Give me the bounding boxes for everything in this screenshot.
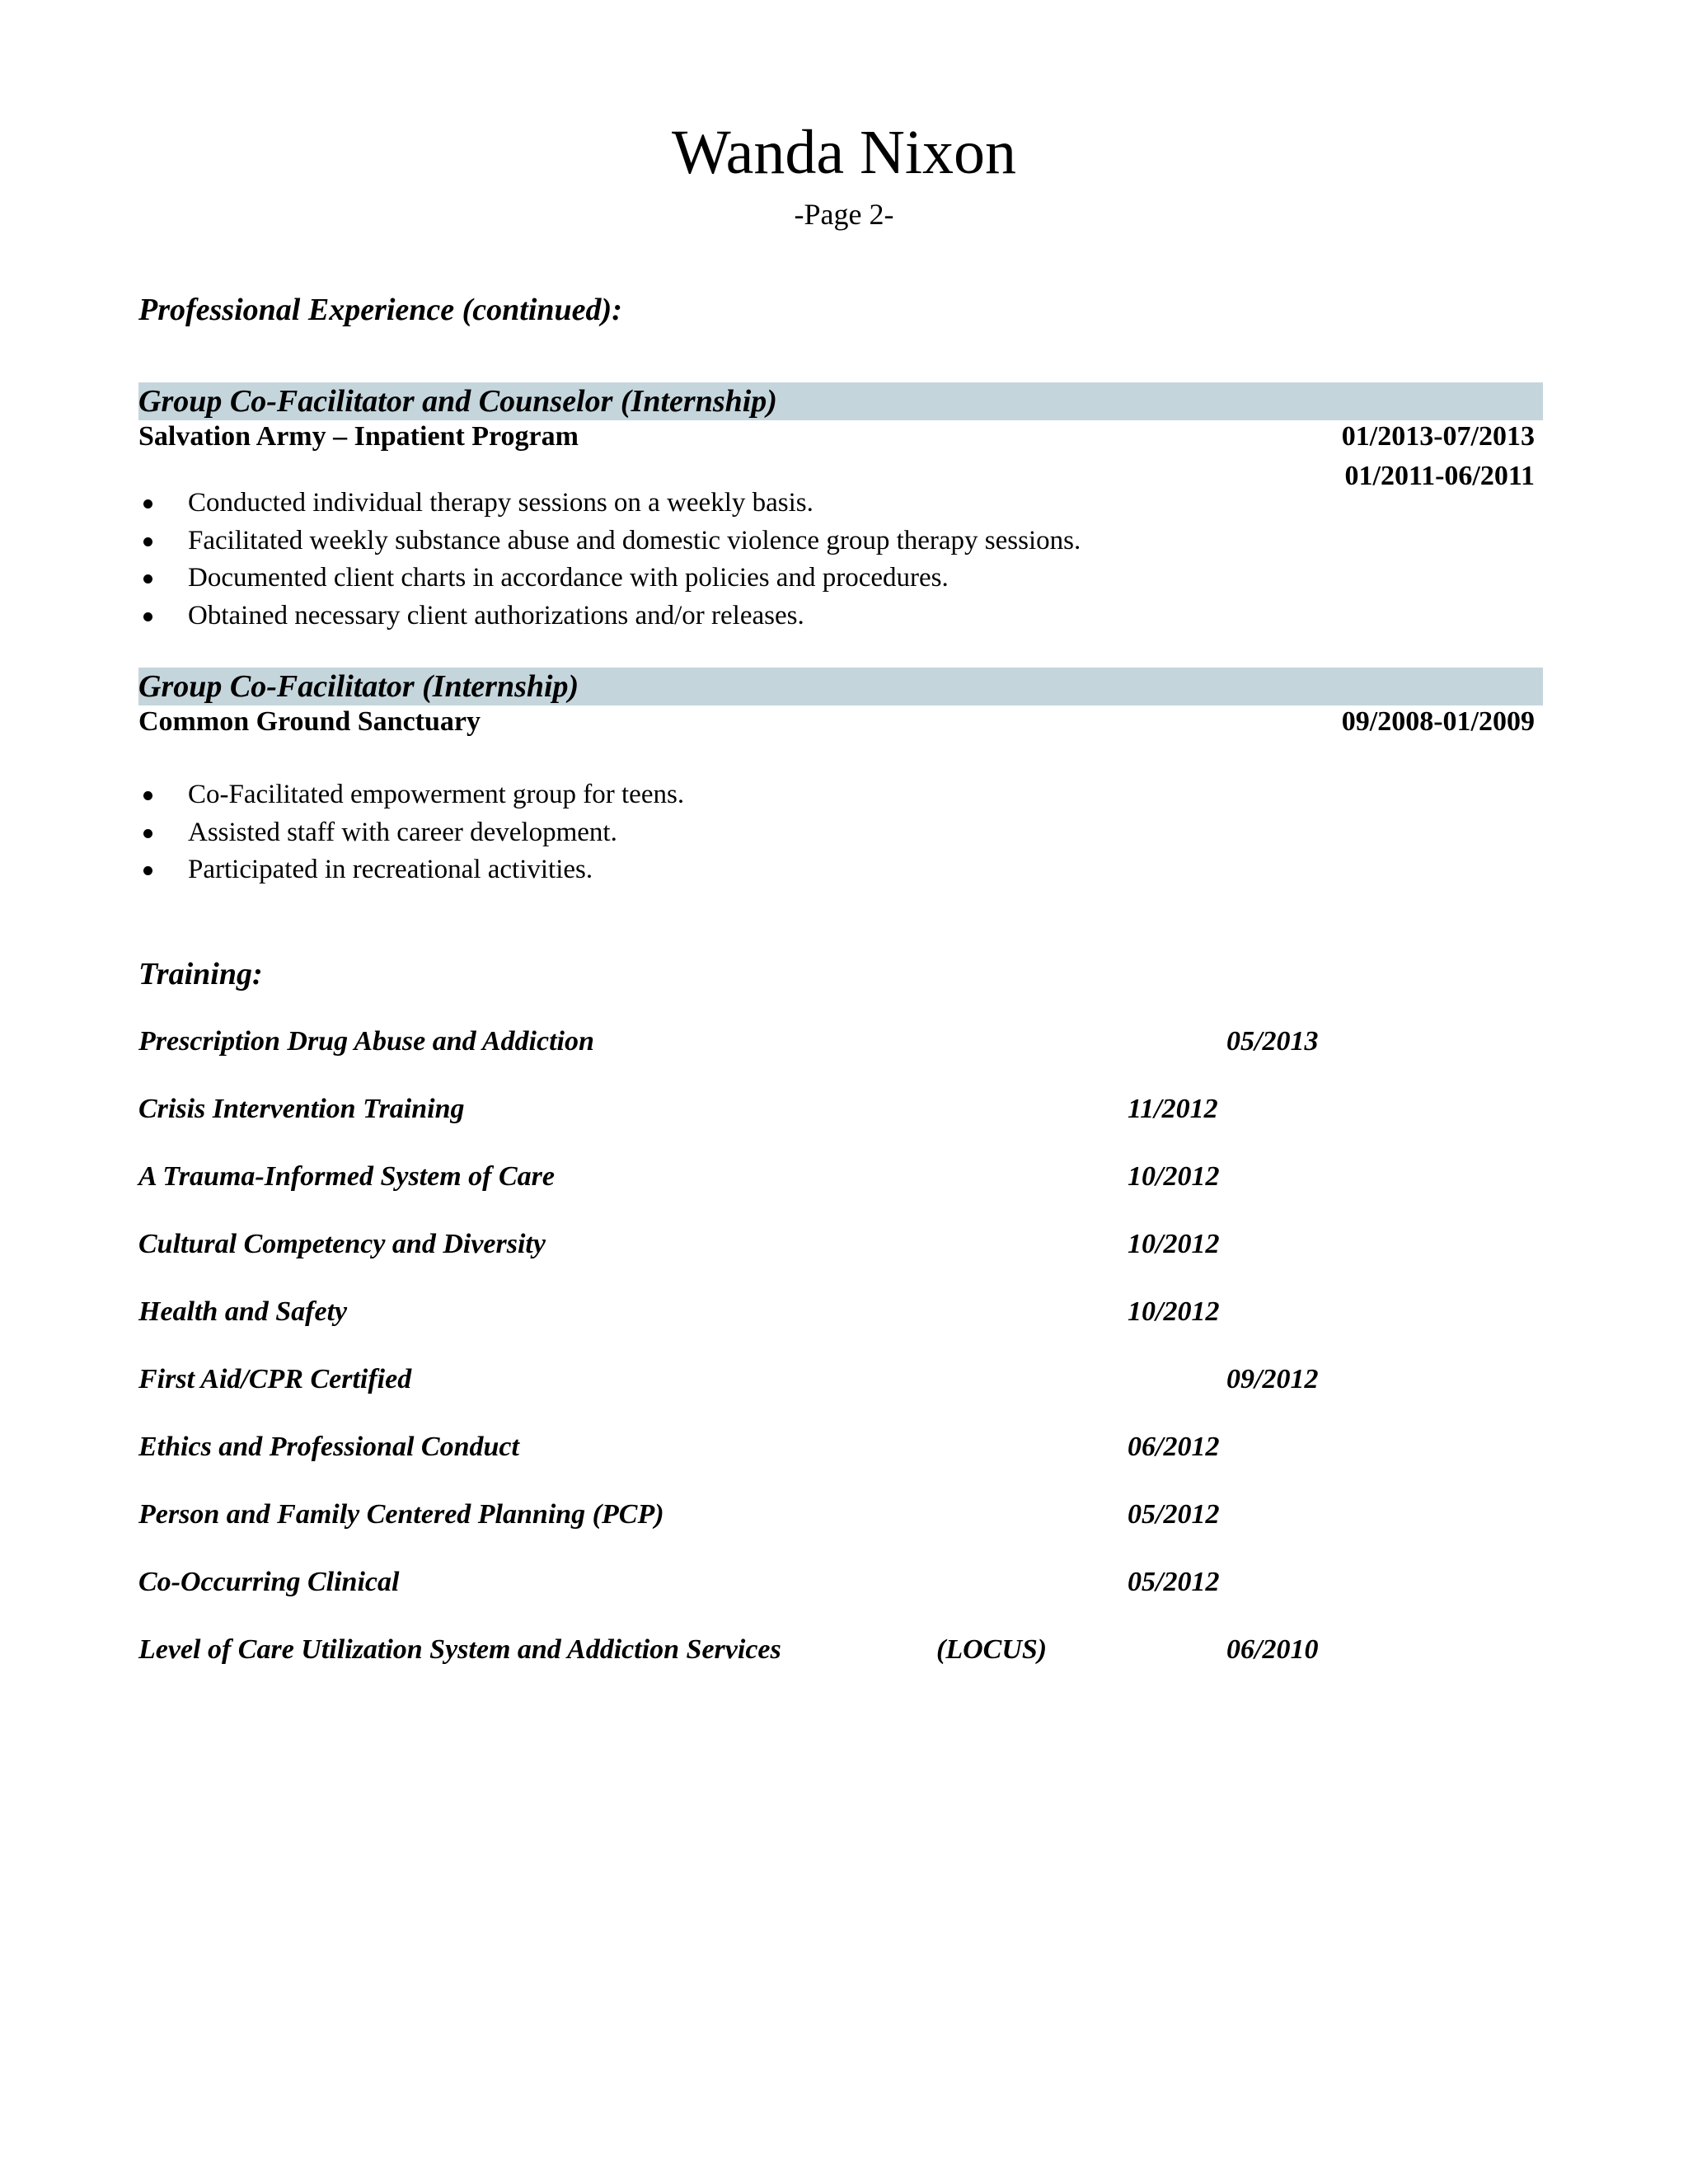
training-name: Co-Occurring Clinical — [138, 1567, 400, 1597]
training-date: 06/2012 — [1128, 1432, 1220, 1462]
training-date: 10/2012 — [1128, 1161, 1220, 1192]
training-heading: Training: — [138, 957, 263, 991]
list-item — [138, 485, 1081, 523]
page-number: -Page 2- — [794, 198, 894, 231]
experience-heading: Professional Experience (continued): — [138, 293, 622, 327]
list-item — [138, 814, 684, 852]
training-row — [138, 1632, 1540, 1668]
bullet-icon — [143, 537, 152, 546]
job-organization: Common Ground Sanctuary — [138, 706, 481, 737]
job-duties-list — [138, 485, 1081, 635]
training-date: 10/2012 — [1128, 1229, 1220, 1259]
training-name: Crisis Intervention Training — [138, 1094, 465, 1124]
training-row — [138, 1091, 1540, 1127]
training-name: Person and Family Centered Planning (PCP) — [138, 1499, 664, 1530]
training-date: 05/2013 — [1226, 1026, 1319, 1057]
training-row — [138, 1294, 1540, 1330]
job-title-band — [138, 382, 1543, 420]
training-abbreviation: (LOCUS) — [936, 1634, 1048, 1665]
training-row — [138, 1361, 1540, 1398]
duty-text: Facilitated weekly substance abuse and domestic violence group therapy sessions. — [188, 525, 1081, 555]
list-item — [138, 523, 1081, 560]
job-date: 01/2011-06/2011 — [1344, 461, 1535, 491]
training-row — [138, 1497, 1540, 1533]
list-item — [138, 851, 684, 889]
training-row — [138, 1024, 1540, 1060]
training-row — [138, 1159, 1540, 1195]
job-date: 09/2008-01/2009 — [1341, 706, 1535, 737]
duty-text: Documented client charts in accordance with policies and procedures. — [188, 563, 949, 593]
job-date: 01/2013-07/2013 — [1341, 421, 1535, 452]
training-name: Health and Safety — [138, 1296, 348, 1327]
list-item — [138, 598, 1081, 635]
job-title: Group Co-Facilitator and Counselor (Internship) — [138, 384, 777, 419]
bullet-icon — [143, 791, 152, 800]
job-title: Group Co-Facilitator (Internship) — [138, 669, 579, 704]
bullet-icon — [143, 499, 152, 509]
job-title-band — [138, 668, 1543, 705]
training-date: 09/2012 — [1226, 1364, 1319, 1394]
list-item — [138, 776, 684, 814]
training-date: 10/2012 — [1128, 1296, 1220, 1327]
bullet-icon — [143, 829, 152, 838]
bullet-icon — [143, 612, 152, 621]
training-date: 11/2012 — [1128, 1094, 1218, 1124]
training-name: Ethics and Professional Conduct — [138, 1432, 519, 1462]
training-date: 05/2012 — [1128, 1499, 1220, 1530]
list-item — [138, 560, 1081, 598]
training-name: Prescription Drug Abuse and Addiction — [138, 1026, 594, 1057]
training-row — [138, 1429, 1540, 1465]
bullet-icon — [143, 574, 152, 583]
training-row — [138, 1564, 1540, 1601]
duty-text: Participated in recreational activities. — [188, 855, 593, 884]
duty-text: Co-Facilitated empowerment group for teens. — [188, 780, 685, 809]
training-row — [138, 1226, 1540, 1263]
duty-text: Assisted staff with career development. — [188, 817, 617, 847]
duty-text: Conducted individual therapy sessions on a weekly basis. — [188, 488, 814, 518]
training-name: First Aid/CPR Certified — [138, 1364, 412, 1394]
job-duties-list — [138, 776, 684, 889]
training-name: A Trauma-Informed System of Care — [138, 1161, 555, 1192]
training-date: 06/2010 — [1226, 1634, 1319, 1665]
training-name: Level of Care Utilization System and Addiction Services — [138, 1634, 781, 1665]
duty-text: Obtained necessary client authorizations and/or releases. — [188, 600, 804, 630]
training-name: Cultural Competency and Diversity — [138, 1229, 546, 1259]
bullet-icon — [143, 866, 152, 875]
candidate-name: Wanda Nixon — [671, 118, 1017, 187]
job-organization: Salvation Army – Inpatient Program — [138, 421, 579, 452]
training-date: 05/2012 — [1128, 1567, 1220, 1597]
